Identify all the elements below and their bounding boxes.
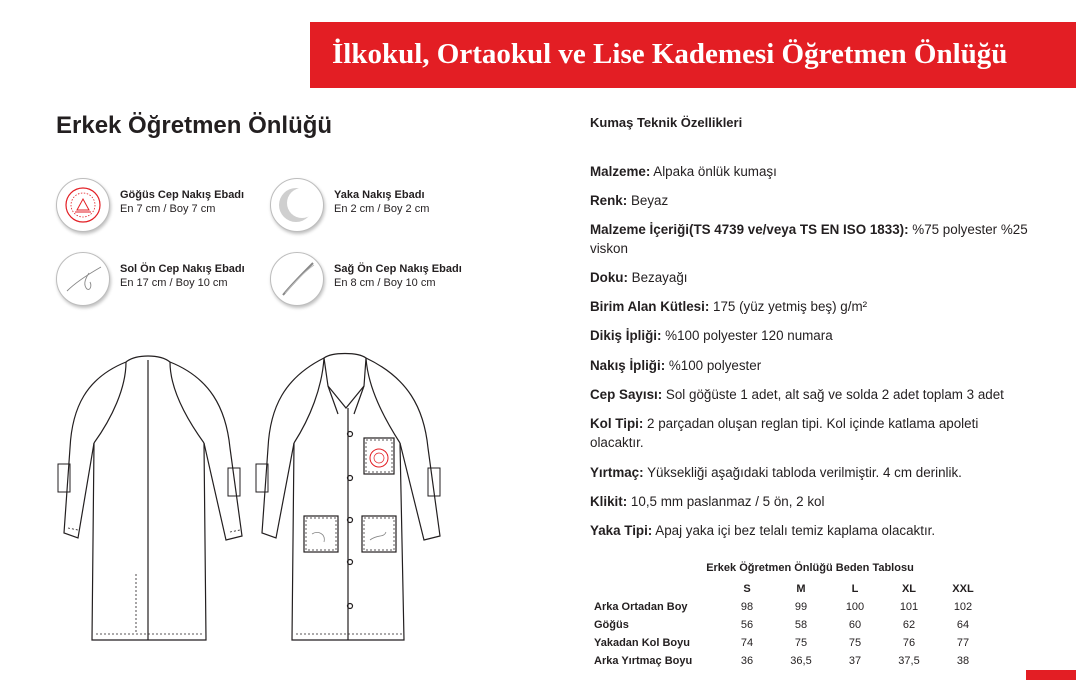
- spec-pocket-count: Cep Sayısı: Sol göğüste 1 adet, alt sağ ve solda 2 adet toplam 3 adet: [590, 387, 1004, 402]
- right-pocket-stitch-icon: [270, 252, 324, 306]
- table-cell: 36,5: [790, 655, 812, 667]
- embroidery-size: En 2 cm / Boy 2 cm: [334, 203, 430, 215]
- size-header: M: [796, 583, 806, 595]
- spec-weave: Doku: Bezayağı: [590, 270, 688, 285]
- size-table-title: Erkek Öğretmen Önlüğü Beden Tablosu: [706, 562, 914, 574]
- specs-heading: Kumaş Teknik Özellikleri: [590, 115, 743, 130]
- size-header: L: [851, 583, 859, 595]
- embroidery-size: En 17 cm / Boy 10 cm: [120, 277, 228, 289]
- size-table-corner: [590, 580, 720, 598]
- row-label: Yakadan Kol Boyu: [594, 637, 690, 649]
- row-label: Arka Ortadan Boy: [594, 601, 688, 613]
- table-cell: 98: [740, 601, 754, 613]
- spec-embroidery-thread: Nakış İpliği: %100 polyester: [590, 358, 762, 373]
- table-cell: 38: [956, 655, 970, 667]
- embroidery-size: En 8 cm / Boy 10 cm: [334, 277, 436, 289]
- spec-weight: Birim Alan Kütlesi: 175 (yüz yetmiş beş) g/m²: [590, 299, 868, 314]
- table-cell: 101: [899, 601, 919, 613]
- spec-color: Renk: Beyaz: [590, 193, 669, 208]
- corner-accent: [1026, 670, 1076, 680]
- row-label: Arka Yırtmaç Boyu: [594, 655, 693, 667]
- embroidery-title: Sol Ön Cep Nakış Ebadı: [120, 263, 245, 275]
- table-cell: 100: [845, 601, 865, 613]
- table-cell: 60: [848, 619, 862, 631]
- table-cell: 75: [848, 637, 862, 649]
- spec-collar-type: Yaka Tipi: Apaj yaka içi bez telalı temiz kaplama olacaktır.: [590, 523, 936, 538]
- size-header: XL: [901, 583, 917, 595]
- table-cell: 77: [956, 637, 970, 649]
- embroidery-title: Göğüs Cep Nakış Ebadı: [120, 189, 245, 201]
- size-table-header-row: [590, 580, 990, 598]
- size-table: [590, 580, 990, 670]
- table-cell: 62: [902, 619, 916, 631]
- table-cell: 64: [956, 619, 970, 631]
- embroidery-size: En 7 cm / Boy 7 cm: [120, 203, 216, 215]
- table-row: [590, 598, 990, 616]
- spec-sleeve-type: Kol Tipi: 2 parçadan oluşan reglan tipi. Kol içinde katlama apoleti olacaktır.: [590, 416, 979, 450]
- table-cell: 99: [794, 601, 808, 613]
- spec-material: Malzeme: Alpaka önlük kumaşı: [590, 164, 777, 179]
- table-cell: 75: [794, 637, 808, 649]
- table-cell: 74: [740, 637, 754, 649]
- table-cell: 36: [740, 655, 754, 667]
- size-header: XXL: [952, 583, 974, 595]
- coat-technical-drawing: [56, 348, 448, 648]
- spec-material-content: Malzeme İçeriği(TS 4739 ve/veya TS EN ISO 1833): %75 polyester %25 viskon: [590, 222, 1028, 256]
- table-cell: 76: [902, 637, 916, 649]
- table-cell: 37,5: [898, 655, 920, 667]
- table-cell: 102: [953, 601, 973, 613]
- size-header: S: [743, 583, 751, 595]
- emblem-icon: [56, 178, 110, 232]
- crescent-icon: [270, 178, 324, 232]
- table-cell: 58: [794, 619, 808, 631]
- left-pocket-stitch-icon: [56, 252, 110, 306]
- embroidery-title: Sağ Ön Cep Nakış Ebadı: [334, 263, 462, 275]
- page-title: İlkokul, Ortaokul ve Lise Kademesi Öğretmen Önlüğü: [332, 38, 1008, 70]
- spec-slit: Yırtmaç: Yüksekliği aşağıdaki tabloda verilmiştir. 4 cm derinlik.: [590, 465, 962, 480]
- spec-sewing-thread: Dikiş İpliği: %100 polyester 120 numara: [590, 328, 833, 343]
- table-cell: 56: [740, 619, 754, 631]
- row-label: Göğüs: [594, 619, 629, 631]
- table-cell: 37: [848, 655, 862, 667]
- embroidery-title: Yaka Nakış Ebadı: [334, 189, 425, 201]
- coat-back-view: [58, 356, 242, 640]
- spec-snap-buttons: Klikit: 10,5 mm paslanmaz / 5 ön, 2 kol: [590, 494, 825, 509]
- coat-title: Erkek Öğretmen Önlüğü: [56, 112, 333, 139]
- table-row: [590, 616, 990, 634]
- title-banner: [310, 22, 1076, 88]
- table-row: [590, 634, 990, 652]
- table-row: [590, 652, 990, 670]
- coat-front-view: [256, 354, 440, 641]
